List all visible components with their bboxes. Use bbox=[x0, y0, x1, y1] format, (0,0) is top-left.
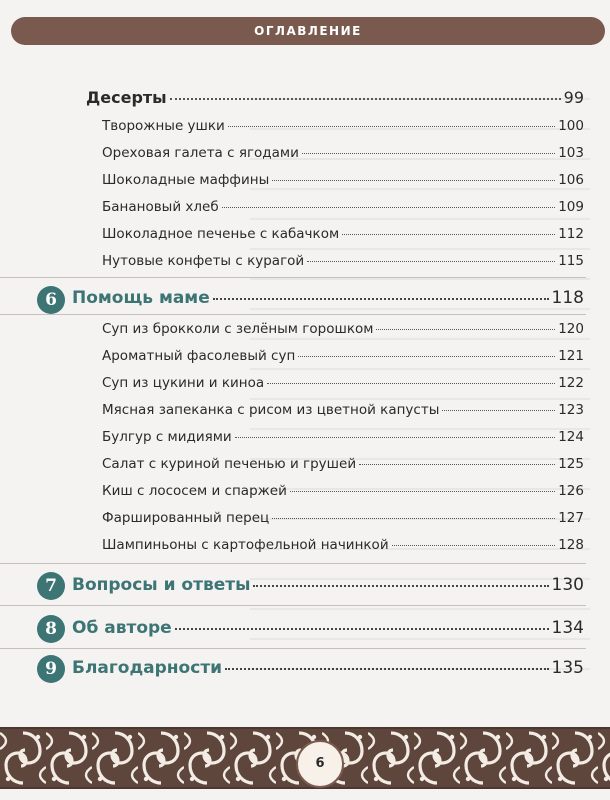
dot-leader bbox=[267, 383, 555, 384]
toc-page-number: 134 bbox=[551, 618, 584, 638]
toc-page-number: 122 bbox=[558, 375, 584, 391]
toc-entry-label: Суп из брокколи с зелёным горошком bbox=[102, 321, 374, 337]
dot-leader bbox=[307, 261, 555, 262]
section-divider bbox=[0, 648, 586, 649]
toc-entry[interactable] bbox=[102, 226, 584, 242]
dot-leader bbox=[272, 180, 555, 181]
toc-chapter-title: Об авторе bbox=[72, 618, 172, 638]
toc-page-number: 120 bbox=[558, 321, 584, 337]
toc-entry[interactable] bbox=[102, 145, 584, 161]
dot-leader bbox=[442, 410, 555, 411]
toc-chapter-8[interactable] bbox=[72, 618, 584, 638]
dot-leader bbox=[302, 153, 555, 154]
toc-entry-label: Киш с лососем и спаржей bbox=[102, 483, 287, 499]
dot-leader bbox=[170, 98, 561, 100]
toc-entry[interactable] bbox=[102, 199, 584, 215]
toc-entry[interactable] bbox=[102, 483, 584, 499]
toc-chapter-title: Вопросы и ответы bbox=[72, 575, 251, 595]
toc-entry[interactable] bbox=[102, 348, 584, 364]
toc-entry[interactable] bbox=[102, 456, 584, 472]
toc-page-number: 127 bbox=[558, 510, 584, 526]
dot-leader bbox=[376, 329, 555, 330]
toc-page-number: 115 bbox=[558, 253, 584, 269]
chapter-number-badge: 8 bbox=[37, 615, 65, 643]
toc-section-desserts[interactable] bbox=[86, 88, 584, 107]
toc-chapter-title: Благодарности bbox=[72, 658, 223, 678]
toc-entry[interactable] bbox=[102, 172, 584, 188]
dot-leader bbox=[225, 668, 548, 670]
toc-page-number: 135 bbox=[551, 658, 584, 678]
toc-entry[interactable] bbox=[102, 402, 584, 418]
toc-chapter-7[interactable] bbox=[72, 575, 584, 595]
section-divider bbox=[0, 563, 586, 564]
chapter-number-badge: 6 bbox=[37, 286, 65, 314]
toc-section-title: Десерты bbox=[86, 88, 167, 107]
toc-entry[interactable] bbox=[102, 253, 584, 269]
section-divider bbox=[0, 277, 586, 278]
toc-entry[interactable] bbox=[102, 510, 584, 526]
toc-chapter-9[interactable] bbox=[72, 658, 584, 678]
toc-page-number: 123 bbox=[558, 402, 584, 418]
toc-page-number: 121 bbox=[558, 348, 584, 364]
toc-page-number: 124 bbox=[558, 429, 584, 445]
toc-entry-label: Нутовые конфеты с курагой bbox=[102, 253, 305, 269]
dot-leader bbox=[290, 491, 555, 492]
toc-entry[interactable] bbox=[102, 429, 584, 445]
toc-page-number: 126 bbox=[558, 483, 584, 499]
dot-leader bbox=[235, 437, 556, 438]
dot-leader bbox=[222, 207, 556, 208]
toc-page-number: 130 bbox=[551, 575, 584, 595]
toc-page-number: 103 bbox=[558, 145, 584, 161]
page-number-badge: 6 bbox=[296, 740, 344, 788]
dot-leader bbox=[359, 464, 555, 465]
toc-chapter-6[interactable] bbox=[72, 288, 584, 308]
toc-page-number: 106 bbox=[558, 172, 584, 188]
toc-header-bar bbox=[11, 17, 605, 45]
toc-page-number: 125 bbox=[558, 456, 584, 472]
toc-page-number: 100 bbox=[558, 118, 584, 134]
dot-leader bbox=[272, 518, 555, 519]
dot-leader bbox=[213, 298, 549, 300]
toc-page-number: 109 bbox=[558, 199, 584, 215]
toc-entry[interactable] bbox=[102, 375, 584, 391]
toc-entry-label: Ореховая галета с ягодами bbox=[102, 145, 299, 161]
section-divider bbox=[0, 314, 586, 315]
toc-entry-label: Фаршированный перец bbox=[102, 510, 270, 526]
dot-leader bbox=[342, 234, 555, 235]
toc-entry-label: Булгур с мидиями bbox=[102, 429, 232, 445]
toc-entry-label: Шоколадные маффины bbox=[102, 172, 270, 188]
toc-chapter-title: Помощь маме bbox=[72, 288, 210, 308]
chapter-number-badge: 7 bbox=[37, 572, 65, 600]
toc-page-number: 112 bbox=[558, 226, 584, 242]
toc-entry-label: Шоколадное печенье с кабачком bbox=[102, 226, 340, 242]
toc-entry-label: Ароматный фасолевый суп bbox=[102, 348, 296, 364]
toc-page-number: 99 bbox=[563, 88, 584, 107]
dot-leader bbox=[392, 545, 556, 546]
dot-leader bbox=[298, 356, 555, 357]
toc-entry-label: Салат с куриной печенью и грушей bbox=[102, 456, 357, 472]
dot-leader bbox=[175, 628, 549, 630]
section-divider bbox=[0, 605, 586, 606]
toc-entry-label: Мясная запеканка с рисом из цветной капусты bbox=[102, 402, 440, 418]
toc-page-number: 128 bbox=[558, 537, 584, 553]
dot-leader bbox=[228, 126, 555, 127]
toc-entry[interactable] bbox=[102, 537, 584, 553]
toc-entry-label: Шампиньоны с картофельной начинкой bbox=[102, 537, 389, 553]
toc-entry-label: Суп из цукини и киноа bbox=[102, 375, 265, 391]
chapter-number-badge: 9 bbox=[37, 655, 65, 683]
dot-leader bbox=[253, 585, 548, 587]
toc-page-number: 118 bbox=[551, 288, 584, 308]
toc-header-title: ОГЛАВЛЕНИЕ bbox=[254, 24, 362, 38]
toc-entry[interactable] bbox=[102, 321, 584, 337]
toc-entry[interactable] bbox=[102, 118, 584, 134]
toc-entry-label: Банановый хлеб bbox=[102, 199, 219, 215]
toc-entry-label: Творожные ушки bbox=[102, 118, 225, 134]
